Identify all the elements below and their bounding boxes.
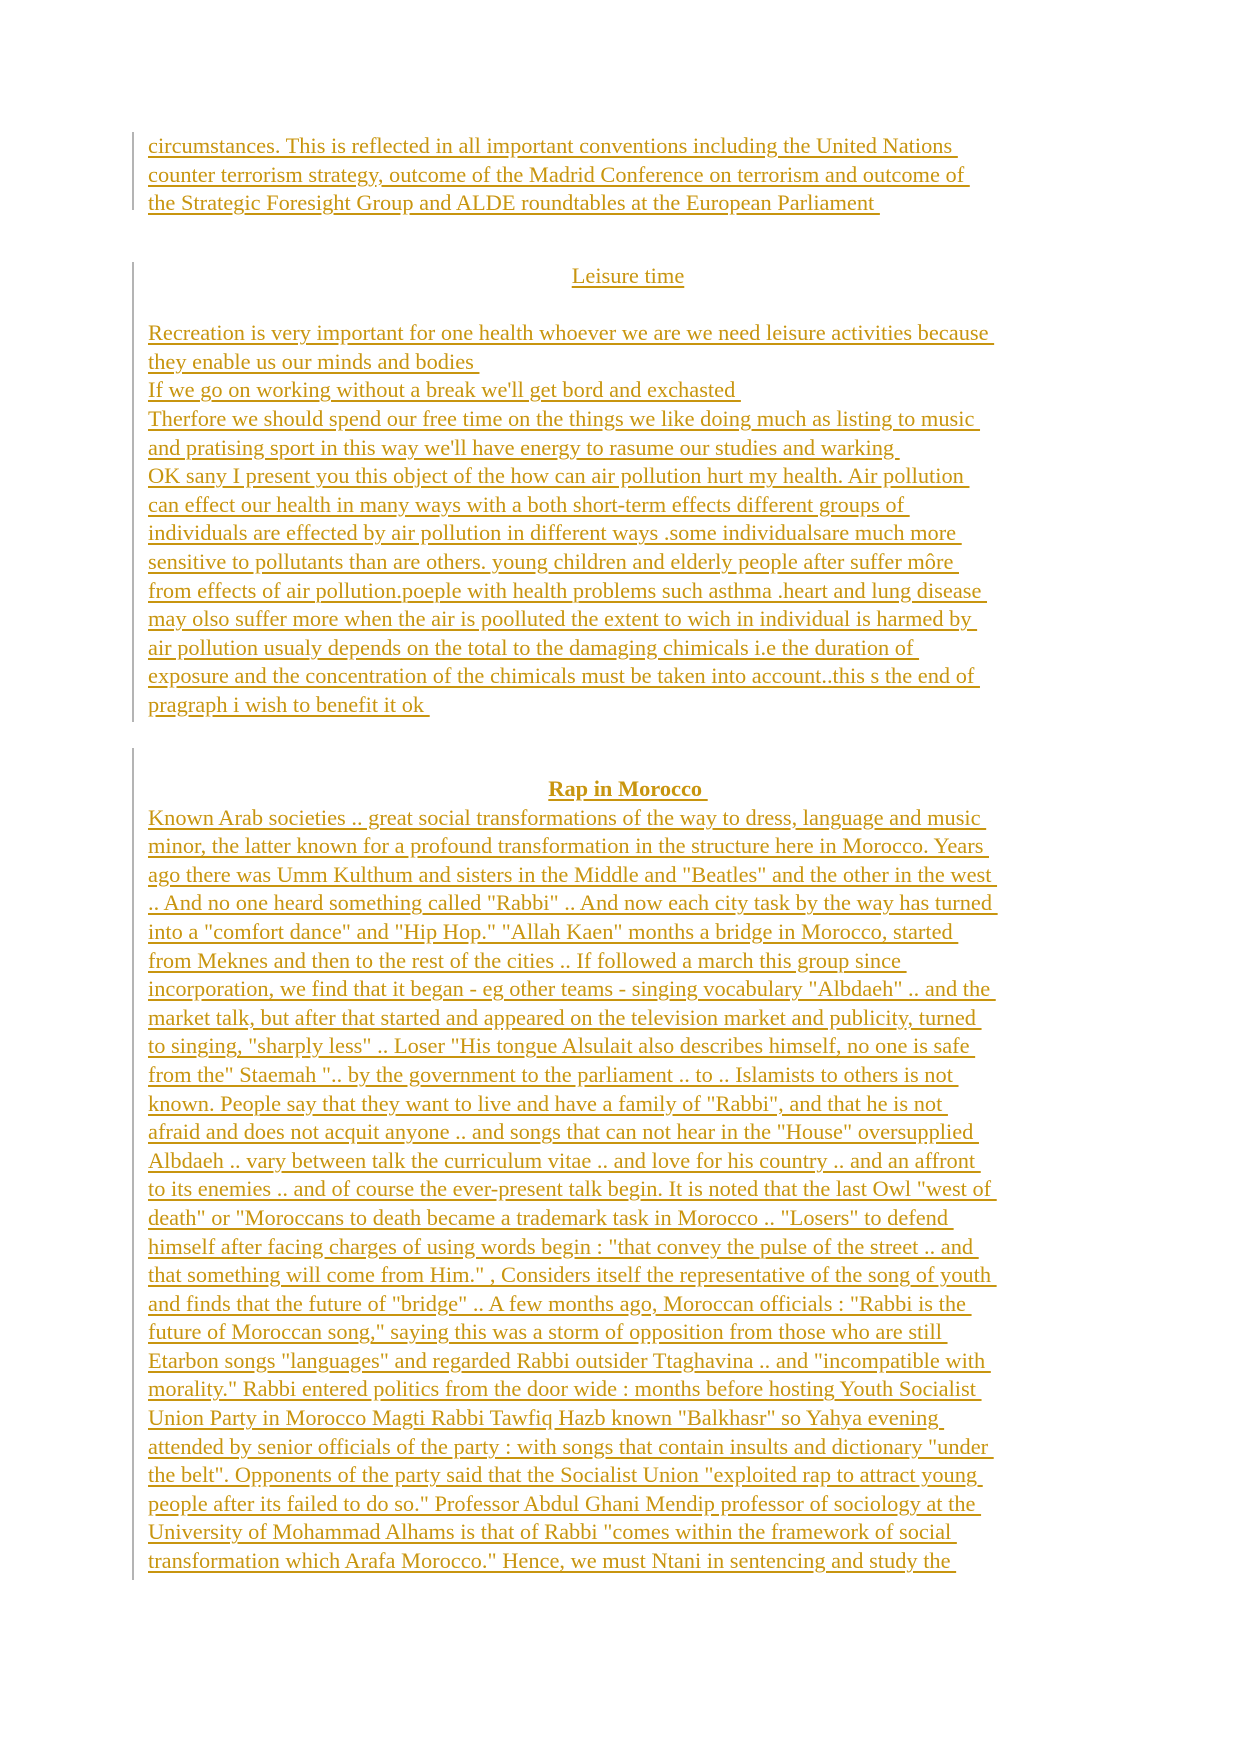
text-line: from the" Staemah ".. by the government to the parliament .. to .. Islamists to others is not — [148, 1061, 959, 1087]
text-line: and finds that the future of "bridge" .. A few months ago, Moroccan officials : "Rabbi is the — [148, 1290, 972, 1316]
text-line: counter terrorism strategy, outcome of the Madrid Conference on terrorism and outcome of — [148, 161, 970, 187]
text-line: attended by senior officials of the party : with songs that contain insults and dictionary "under — [148, 1433, 994, 1459]
text-line: that something will come from Him." , Considers itself the representative of the song of youth — [148, 1262, 997, 1288]
text-line: incorporation, we find that it began - eg other teams - singing vocabulary "Albdaeh" .. and the — [148, 976, 996, 1002]
text-line: the belt". Opponents of the party said that the Socialist Union "exploited rap to attract young — [148, 1462, 983, 1488]
text-line: the Strategic Foresight Group and ALDE roundtables at the European Parliament — [148, 190, 880, 216]
text-line: Therfore we should spend our free time on the things we like doing much as listing to music — [148, 405, 981, 431]
section-title: Leisure time — [571, 263, 685, 288]
text-line: and pratising sport in this way we'll have energy to rasume our studies and warking — [148, 434, 900, 460]
text-line: morality." Rabbi entered politics from the door wide : months before hosting Youth Socialist — [148, 1376, 982, 1402]
paragraph-counter-terrorism — [148, 132, 1108, 218]
blank-line — [148, 291, 1108, 320]
text-line: known. People say that they want to live and have a family of "Rabbi", and that he is not — [148, 1090, 948, 1116]
text-line: from effects of air pollution.poeple with health problems such asthma .heart and lung disease — [148, 577, 988, 603]
text-line: air pollution usualy depends on the total to the damaging chimicals i.e the duration of — [148, 634, 920, 660]
text-line: to its enemies .. and of course the ever-present talk begin. It is noted that the last Owl "west of — [148, 1176, 997, 1202]
text-line: .. And no one heard something called "Rabbi" .. And now each city task by the way has turned — [148, 890, 998, 916]
text-line: ago there was Umm Kulthum and sisters in the Middle and "Beatles" and the other in the west — [148, 861, 998, 887]
text-line: Albdaeh .. vary between talk the curriculum vitae .. and love for his country .. and an affront — [148, 1147, 981, 1173]
text-line: market talk, but after that started and appeared on the television market and publicity, turned — [148, 1004, 982, 1030]
text-line: sensitive to pollutants than are others. young children and elderly people after suffer môre — [148, 548, 959, 574]
text-line: Etarbon songs "languages" and regarded Rabbi outsider Ttaghavina .. and "incompatible with — [148, 1347, 991, 1373]
text-line: minor, the latter known for a profound transformation in the structure here in Morocco. Years — [148, 833, 990, 859]
text-line: can effect our health in many ways with a both short-term effects different groups of — [148, 491, 910, 517]
text-line: into a "comfort dance" and "Hip Hop." "Allah Kaen" months a bridge in Morocco, started — [148, 918, 959, 944]
section-rap-in-morocco — [148, 775, 1108, 1576]
section-leisure-time — [148, 262, 1108, 720]
change-bar — [132, 262, 134, 722]
text-line: Known Arab societies .. great social transformations of the way to dress, language and music — [148, 804, 987, 830]
text-line: Union Party in Morocco Magti Rabbi Tawfiq Hazb known "Balkhasr" so Yahya evening — [148, 1405, 945, 1431]
text-line: exposure and the concentration of the chimicals must be taken into account..this s the end of — [148, 663, 980, 689]
text-line: If we go on working without a break we'll get bord and exchasted — [148, 377, 741, 403]
text-line: Recreation is very important for one health whoever we are we need leisure activities because — [148, 320, 995, 346]
text-line: himself after facing charges of using words begin : "that convey the pulse of the street .. and — [148, 1233, 979, 1259]
text-line: afraid and does not acquit anyone .. and songs that can not hear in the "House" oversupplied — [148, 1119, 979, 1145]
text-line: future of Moroccan song," saying this was a storm of opposition from those who are still — [148, 1319, 948, 1345]
text-line: to singing, "sharply less" .. Loser "His tongue Alsulait also describes himself, no one is safe — [148, 1033, 976, 1059]
section-title: Rap in Morocco — [548, 776, 708, 801]
text-line: may olso suffer more when the air is poolluted the extent to wich in individual is harmed by — [148, 606, 978, 632]
text-line: transformation which Arafa Morocco." Hence, we must Ntani in sentencing and study the — [148, 1548, 957, 1574]
text-line: from Meknes and then to the rest of the cities .. If followed a march this group since — [148, 947, 907, 973]
text-line: death" or "Moroccans to death became a trademark task in Morocco .. "Losers" to defend — [148, 1204, 954, 1230]
change-bar — [132, 132, 134, 210]
change-bar — [132, 748, 134, 1580]
text-line: they enable us our minds and bodies — [148, 348, 480, 374]
text-line: circumstances. This is reflected in all important conventions including the United Nations — [148, 133, 958, 158]
text-line: individuals are effected by air pollution in different ways .some individualsare much more — [148, 520, 962, 546]
text-line: University of Mohammad Alhams is that of Rabbi "comes within the framework of social — [148, 1519, 957, 1545]
text-line: pragraph i wish to benefit it ok — [148, 691, 430, 717]
text-line: OK sany I present you this object of the how can air pollution hurt my health. Air pollution — [148, 463, 970, 489]
text-line: people after its failed to do so." Professor Abdul Ghani Mendip professor of sociology at the — [148, 1490, 982, 1516]
